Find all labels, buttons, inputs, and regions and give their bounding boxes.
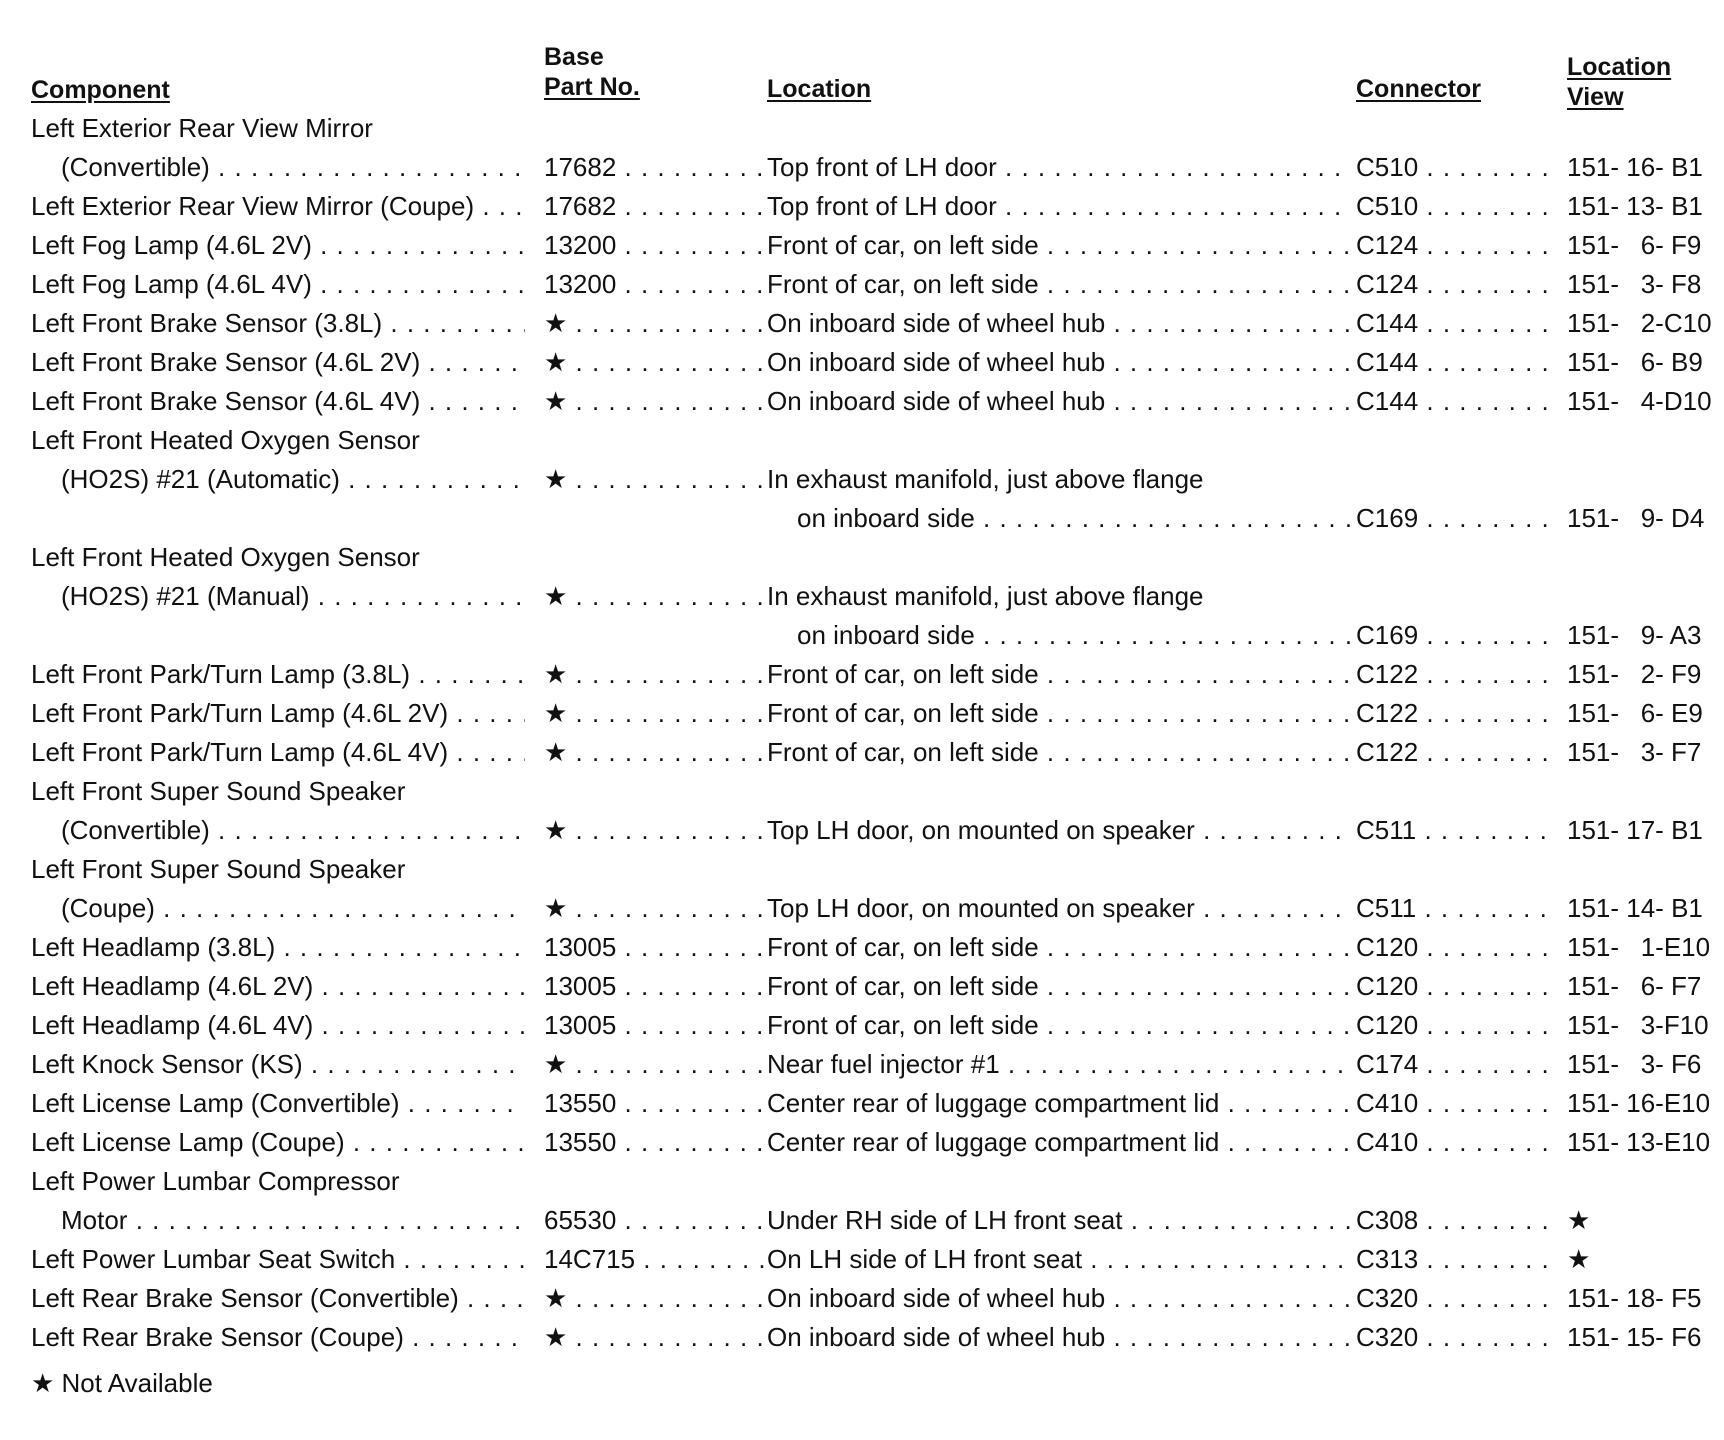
cell-location-view: 151- 6- F9 bbox=[1567, 230, 1702, 260]
cell-connector: C410 . . . bbox=[1356, 1127, 1549, 1157]
cell-location: Front of car, on left side . . . bbox=[767, 698, 1352, 728]
cell-location-view: 151- 13- B1 bbox=[1567, 191, 1703, 221]
cell-location: on inboard side . . . bbox=[767, 620, 1352, 650]
header-connector-text: Connector bbox=[1356, 75, 1481, 103]
cell-part-no: ★ . . . bbox=[544, 581, 767, 611]
cell-component: Left Rear Brake Sensor (Coupe) . . . bbox=[31, 1322, 525, 1352]
cell-connector: C320 . . . bbox=[1356, 1322, 1549, 1352]
cell-connector: C122 . . . bbox=[1356, 698, 1549, 728]
header-location-view bbox=[1567, 52, 1717, 112]
cell-connector: C511 . . . bbox=[1356, 893, 1549, 923]
cell-location: On inboard side of wheel hub . . . bbox=[767, 1283, 1352, 1313]
cell-location-view: 151- 9- A3 bbox=[1567, 620, 1702, 650]
cell-connector: C169 . . . bbox=[1356, 503, 1549, 533]
cell-part-no: ★ . . . bbox=[544, 737, 767, 767]
cell-location-view: 151- 6- E9 bbox=[1567, 698, 1703, 728]
header-part-no bbox=[544, 42, 767, 102]
cell-component: (Coupe) . . . bbox=[31, 893, 525, 923]
cell-component: Left Knock Sensor (KS) . . . bbox=[31, 1049, 525, 1079]
cell-connector: C169 . . . bbox=[1356, 620, 1549, 650]
cell-connector: C320 . . . bbox=[1356, 1283, 1549, 1313]
cell-connector: C144 . . . bbox=[1356, 347, 1549, 377]
cell-component: (Convertible) . . . bbox=[31, 152, 525, 182]
cell-location-view: 151- 17- B1 bbox=[1567, 815, 1703, 845]
cell-location-view: 151- 13-E10 bbox=[1567, 1127, 1711, 1157]
cell-connector: C144 . . . bbox=[1356, 308, 1549, 338]
cell-component: Left Exterior Rear View Mirror (Coupe) . . . bbox=[31, 191, 525, 221]
cell-part-no: 13005 . . . bbox=[544, 1010, 767, 1040]
footnote: ★ Not Available bbox=[31, 1368, 213, 1398]
cell-component: Left Front Brake Sensor (3.8L) . . . bbox=[31, 308, 525, 338]
cell-location: On LH side of LH front seat . . . bbox=[767, 1244, 1352, 1274]
cell-location: Front of car, on left side . . . bbox=[767, 659, 1352, 689]
cell-location-view: 151- 16-E10 bbox=[1567, 1088, 1711, 1118]
cell-part-no: ★ . . . bbox=[544, 659, 767, 689]
cell-connector: C510 . . . bbox=[1356, 152, 1549, 182]
cell-location: Front of car, on left side . . . bbox=[767, 932, 1352, 962]
cell-location: On inboard side of wheel hub . . . bbox=[767, 308, 1352, 338]
cell-connector: C144 . . . bbox=[1356, 386, 1549, 416]
cell-part-no: ★ . . . bbox=[544, 1049, 767, 1079]
cell-location: Top front of LH door . . . bbox=[767, 191, 1352, 221]
cell-component: Left Front Heated Oxygen Sensor bbox=[31, 425, 420, 455]
cell-part-no: 17682 . . . bbox=[544, 191, 767, 221]
cell-location: On inboard side of wheel hub . . . bbox=[767, 386, 1352, 416]
cell-connector: C313 . . . bbox=[1356, 1244, 1549, 1274]
cell-location-view: 151- 9- D4 bbox=[1567, 503, 1705, 533]
cell-part-no: 13200 . . . bbox=[544, 230, 767, 260]
cell-component: (Convertible) . . . bbox=[31, 815, 525, 845]
cell-component: Motor . . . bbox=[31, 1205, 525, 1235]
cell-location-view: 151- 3- F7 bbox=[1567, 737, 1702, 767]
cell-component: (HO2S) #21 (Manual) . . . bbox=[31, 581, 525, 611]
cell-location: Front of car, on left side . . . bbox=[767, 230, 1352, 260]
header-view-top: Location bbox=[1567, 53, 1672, 81]
cell-component: Left License Lamp (Convertible) . . . bbox=[31, 1088, 525, 1118]
cell-component: Left Exterior Rear View Mirror bbox=[31, 113, 373, 143]
cell-component: Left Headlamp (4.6L 2V) . . . bbox=[31, 971, 525, 1001]
cell-location-view: 151- 2- F9 bbox=[1567, 659, 1702, 689]
cell-component: (HO2S) #21 (Automatic) . . . bbox=[31, 464, 525, 494]
cell-connector: C410 . . . bbox=[1356, 1088, 1549, 1118]
cell-location-view: 151- 2-C10 bbox=[1567, 308, 1712, 338]
cell-component: Left Power Lumbar Compressor bbox=[31, 1166, 400, 1196]
cell-location-view: 151- 15- F6 bbox=[1567, 1322, 1702, 1352]
cell-location-view: 151- 18- F5 bbox=[1567, 1283, 1702, 1313]
cell-location-view: ★ bbox=[1567, 1244, 1591, 1274]
cell-part-no: ★ . . . bbox=[544, 1283, 767, 1313]
cell-location: Top LH door, on mounted on speaker . . . bbox=[767, 893, 1352, 923]
cell-location-view: 151- 3- F8 bbox=[1567, 269, 1702, 299]
cell-component: Left Front Park/Turn Lamp (4.6L 4V) . . . bbox=[31, 737, 525, 767]
cell-location-view: 151- 16- B1 bbox=[1567, 152, 1703, 182]
cell-component: Left Fog Lamp (4.6L 2V) . . . bbox=[31, 230, 525, 260]
cell-component: Left Fog Lamp (4.6L 4V) . . . bbox=[31, 269, 525, 299]
cell-connector: C308 . . . bbox=[1356, 1205, 1549, 1235]
cell-location-view: 151- 14- B1 bbox=[1567, 893, 1703, 923]
cell-connector: C124 . . . bbox=[1356, 230, 1549, 260]
cell-part-no: ★ . . . bbox=[544, 698, 767, 728]
cell-connector: C124 . . . bbox=[1356, 269, 1549, 299]
cell-connector: C174 . . . bbox=[1356, 1049, 1549, 1079]
cell-connector: C122 . . . bbox=[1356, 737, 1549, 767]
header-component-text: Component bbox=[31, 76, 170, 104]
cell-part-no: ★ . . . bbox=[544, 1322, 767, 1352]
cell-location-view: 151- 3-F10 bbox=[1567, 1010, 1709, 1040]
cell-part-no: 13550 . . . bbox=[544, 1127, 767, 1157]
cell-component: Left Front Super Sound Speaker bbox=[31, 854, 406, 884]
cell-location: Front of car, on left side . . . bbox=[767, 971, 1352, 1001]
cell-part-no: 13005 . . . bbox=[544, 971, 767, 1001]
cell-part-no: ★ . . . bbox=[544, 893, 767, 923]
cell-location: on inboard side . . . bbox=[767, 503, 1352, 533]
cell-location: On inboard side of wheel hub . . . bbox=[767, 1322, 1352, 1352]
cell-component: Left Headlamp (4.6L 4V) . . . bbox=[31, 1010, 525, 1040]
header-component bbox=[31, 75, 525, 105]
cell-part-no: 13005 . . . bbox=[544, 932, 767, 962]
cell-part-no: 13200 . . . bbox=[544, 269, 767, 299]
cell-part-no: ★ . . . bbox=[544, 815, 767, 845]
cell-connector: C122 . . . bbox=[1356, 659, 1549, 689]
cell-location-view: ★ bbox=[1567, 1205, 1591, 1235]
header-part-bottom: Part No. bbox=[544, 73, 640, 101]
cell-component: Left Front Brake Sensor (4.6L 2V) . . . bbox=[31, 347, 525, 377]
cell-component: Left Front Park/Turn Lamp (3.8L) . . . bbox=[31, 659, 525, 689]
cell-location: Center rear of luggage compartment lid . . . bbox=[767, 1088, 1352, 1118]
cell-component: Left Front Park/Turn Lamp (4.6L 2V) . . . bbox=[31, 698, 525, 728]
cell-connector: C120 . . . bbox=[1356, 1010, 1549, 1040]
cell-part-no: ★ . . . bbox=[544, 308, 767, 338]
cell-connector: C120 . . . bbox=[1356, 971, 1549, 1001]
cell-connector: C120 . . . bbox=[1356, 932, 1549, 962]
cell-location: In exhaust manifold, just above flange bbox=[767, 464, 1204, 494]
cell-location-view: 151- 6- B9 bbox=[1567, 347, 1703, 377]
cell-part-no: 14C715 . . . bbox=[544, 1244, 767, 1274]
cell-component: Left Front Brake Sensor (4.6L 4V) . . . bbox=[31, 386, 525, 416]
cell-location: On inboard side of wheel hub . . . bbox=[767, 347, 1352, 377]
cell-component: Left License Lamp (Coupe) . . . bbox=[31, 1127, 525, 1157]
cell-location-view: 151- 3- F6 bbox=[1567, 1049, 1702, 1079]
header-location bbox=[767, 74, 1352, 104]
header-connector bbox=[1356, 74, 1549, 104]
cell-part-no: ★ . . . bbox=[544, 386, 767, 416]
cell-location: Center rear of luggage compartment lid . . . bbox=[767, 1127, 1352, 1157]
cell-part-no: 13550 . . . bbox=[544, 1088, 767, 1118]
cell-connector: C510 . . . bbox=[1356, 191, 1549, 221]
header-location-text: Location bbox=[767, 75, 872, 103]
header-part-top: Base bbox=[544, 43, 604, 71]
cell-location: Under RH side of LH front seat . . . bbox=[767, 1205, 1352, 1235]
cell-component: Left Power Lumbar Seat Switch . . . bbox=[31, 1244, 525, 1274]
cell-location: Front of car, on left side . . . bbox=[767, 1010, 1352, 1040]
cell-part-no: 65530 . . . bbox=[544, 1205, 767, 1235]
cell-part-no: 17682 . . . bbox=[544, 152, 767, 182]
cell-component: Left Front Super Sound Speaker bbox=[31, 776, 406, 806]
cell-location-view: 151- 1-E10 bbox=[1567, 932, 1711, 962]
cell-part-no: ★ . . . bbox=[544, 347, 767, 377]
cell-component: Left Headlamp (3.8L) . . . bbox=[31, 932, 525, 962]
cell-location-view: 151- 4-D10 bbox=[1567, 386, 1712, 416]
cell-location: In exhaust manifold, just above flange bbox=[767, 581, 1204, 611]
cell-location: Top front of LH door . . . bbox=[767, 152, 1352, 182]
cell-location: Front of car, on left side . . . bbox=[767, 737, 1352, 767]
cell-location: Near fuel injector #1 . . . bbox=[767, 1049, 1352, 1079]
cell-component: Left Front Heated Oxygen Sensor bbox=[31, 542, 420, 572]
cell-location: Top LH door, on mounted on speaker . . . bbox=[767, 815, 1352, 845]
cell-component: Left Rear Brake Sensor (Convertible) . . . bbox=[31, 1283, 525, 1313]
cell-location: Front of car, on left side . . . bbox=[767, 269, 1352, 299]
cell-connector: C511 . . . bbox=[1356, 815, 1549, 845]
header-view-bottom: View bbox=[1567, 83, 1624, 111]
cell-part-no: ★ . . . bbox=[544, 464, 767, 494]
cell-location-view: 151- 6- F7 bbox=[1567, 971, 1702, 1001]
